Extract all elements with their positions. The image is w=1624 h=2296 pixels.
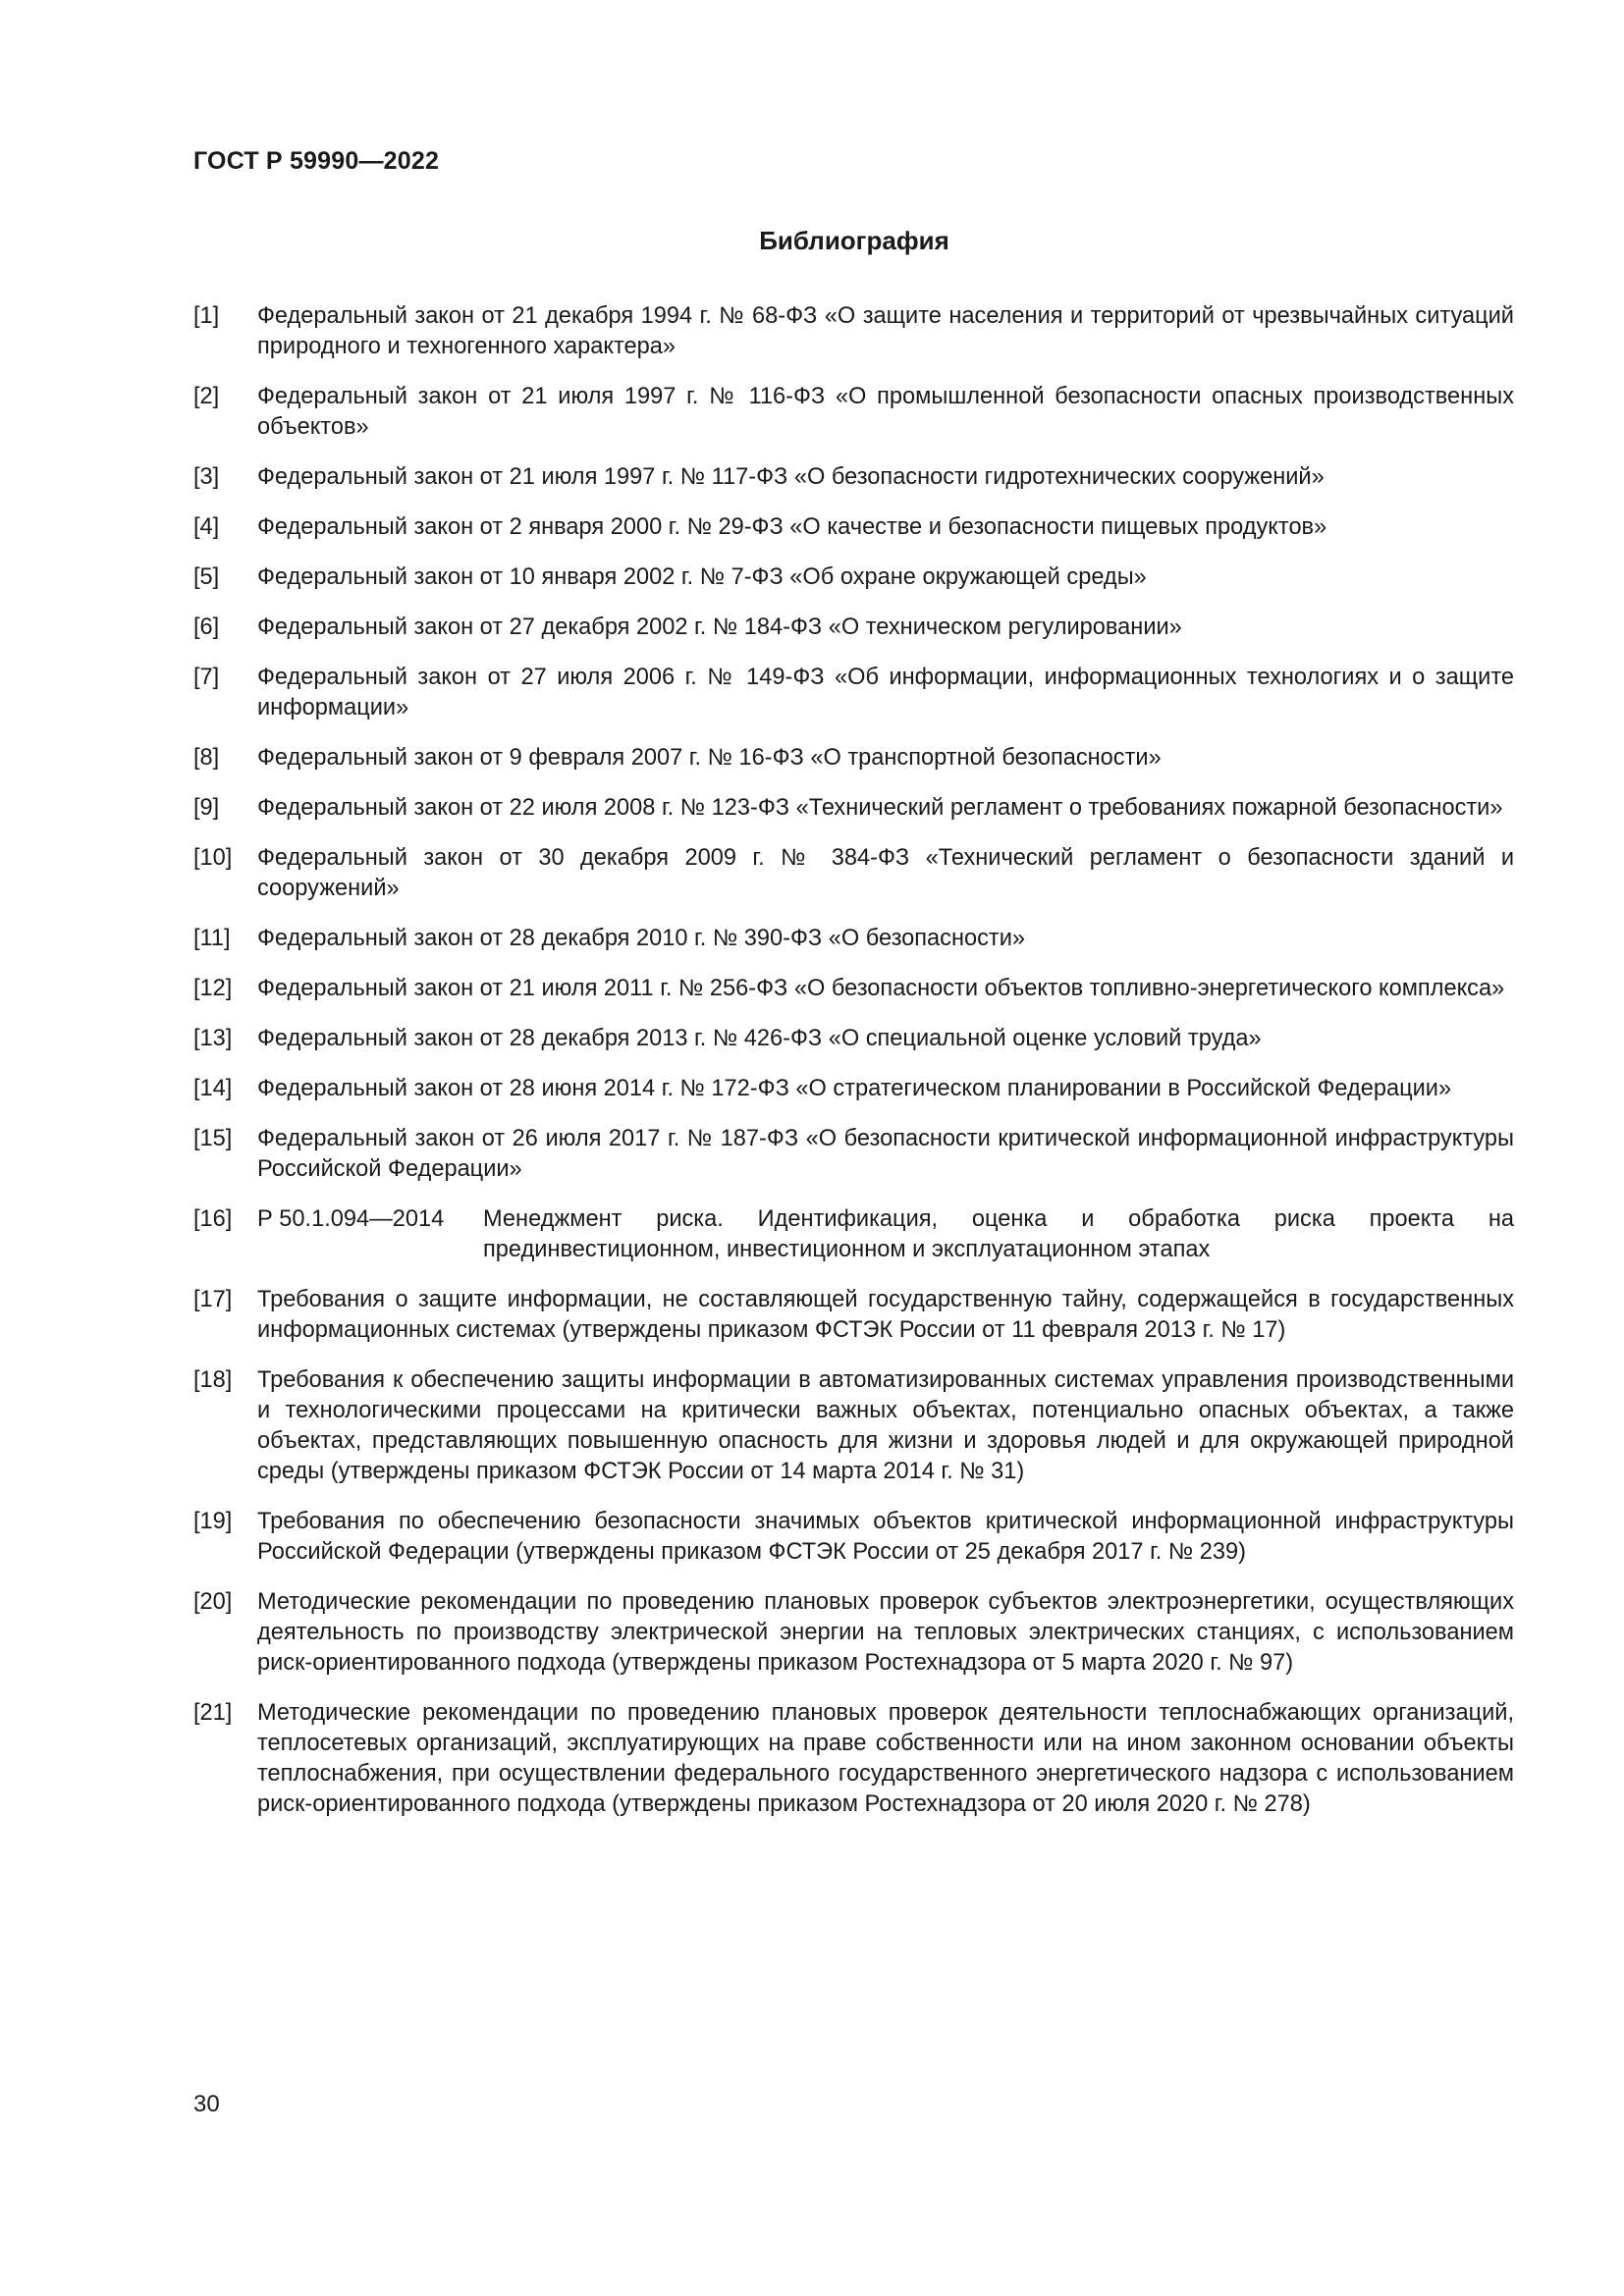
bibliography-entry: [193, 793, 1514, 824]
entry-number: [6]: [193, 614, 220, 640]
bibliography-entry: [193, 1365, 1514, 1487]
entry-text: Требования по обеспечению безопасности значимых объектов критической информационной инфраструктуры Российской Федерации (утверждены приказом ФСТЭК России от 25 декабря 2017 г. № 239): [257, 1509, 1514, 1565]
bibliography-list: [193, 301, 1514, 1840]
bibliography-entry: [193, 1204, 1514, 1265]
bibliography-entry: [193, 1024, 1514, 1054]
entry-number: [1]: [193, 303, 220, 329]
bibliography-entry: [193, 924, 1514, 954]
entry-text: Федеральный закон от 26 июля 2017 г. № 187-ФЗ «О безопасности критической информационной инфраструктуры Российской Федерации»: [257, 1126, 1514, 1182]
entry-text: Федеральный закон от 22 июля 2008 г. № 123-ФЗ «Технический регламент о требованиях пожарной безопасности»: [257, 795, 1503, 821]
entry-text: Федеральный закон от 9 февраля 2007 г. № 16-ФЗ «О транспортной безопасности»: [257, 745, 1162, 771]
entry-number: [7]: [193, 665, 220, 690]
entry-number: [17]: [193, 1287, 233, 1312]
entry-number: [11]: [193, 926, 231, 951]
entry-text: Федеральный закон от 21 июля 1997 г. № 116-ФЗ «О промышленной безопасности опасных производственных объектов»: [257, 384, 1514, 440]
entry-number: [21]: [193, 1700, 233, 1726]
document-code-header: ГОСТ Р 59990—2022: [193, 147, 440, 175]
entry-number: [18]: [193, 1367, 233, 1393]
entry-number: [5]: [193, 564, 220, 590]
entry-number: [13]: [193, 1026, 233, 1051]
bibliography-entry: [193, 843, 1514, 904]
bibliography-title: Библиография: [759, 226, 949, 255]
bibliography-entry: [193, 1124, 1514, 1185]
bibliography-entry: [193, 301, 1514, 362]
bibliography-entry: [193, 1587, 1514, 1679]
entry-text: Федеральный закон от 21 июля 2011 г. № 256-ФЗ «О безопасности объектов топливно-энергетического комплекса»: [257, 976, 1505, 1001]
entry-number: [2]: [193, 384, 220, 409]
bibliography-entry: [193, 512, 1514, 543]
entry-number: [15]: [193, 1126, 233, 1151]
bibliography-entry: [193, 382, 1514, 443]
entry-number: [3]: [193, 464, 220, 490]
entry-text: Менеджмент риска. Идентификация, оценка и обработка риска проекта на прединвестиционном, инвестиционном и эксплуатационном этапах: [483, 1206, 1514, 1262]
bibliography-entry: [193, 743, 1514, 774]
bibliography-entry: [193, 613, 1514, 643]
entry-text: Федеральный закон от 28 июня 2014 г. № 172-ФЗ «О стратегическом планировании в Российской Федерации»: [257, 1076, 1452, 1101]
entry-text: Федеральный закон от 27 июля 2006 г. № 149-ФЗ «Об информации, информационных технологиях и о защите информации»: [257, 665, 1514, 721]
entry-text: Федеральный закон от 30 декабря 2009 г. № 384-ФЗ «Технический регламент о безопасности зданий и сооружений»: [257, 845, 1514, 901]
entry-number: [9]: [193, 795, 220, 821]
entry-number: [8]: [193, 745, 220, 771]
entry-text: Федеральный закон от 28 декабря 2013 г. № 426-ФЗ «О специальной оценке условий труда»: [257, 1026, 1262, 1051]
bibliography-entry: [193, 1285, 1514, 1346]
entry-text: Федеральный закон от 10 января 2002 г. № 7-ФЗ «Об охране окружающей среды»: [257, 564, 1147, 590]
entry-number: [20]: [193, 1589, 233, 1615]
entry-text: Федеральный закон от 2 января 2000 г. № 29-ФЗ «О качестве и безопасности пищевых продуктов»: [257, 514, 1327, 540]
bibliography-entry: [193, 1074, 1514, 1104]
entry-number: [19]: [193, 1509, 233, 1534]
bibliography-entry: [193, 562, 1514, 593]
entry-text: Федеральный закон от 27 декабря 2002 г. № 184-ФЗ «О техническом регулировании»: [257, 614, 1182, 640]
page-number: 30: [193, 2091, 220, 2117]
standard-reference: [257, 1204, 1514, 1265]
entry-text: Методические рекомендации по проведению плановых проверок деятельности теплоснабжающих организаций, теплосетевых организаций, эксплуатирующих на праве собственности или на ином законном основании объекты теплоснабжения, при осуществлении федерального государственного энергетического надзора с использованием риск-ориентированного подхода (утверждены приказом Ростехнадзора от 20 июля 2020 г. № 278): [257, 1700, 1514, 1817]
entry-number: [14]: [193, 1076, 233, 1101]
entry-number: [12]: [193, 976, 233, 1001]
bibliography-entry: [193, 663, 1514, 723]
entry-text: Федеральный закон от 28 декабря 2010 г. № 390-ФЗ «О безопасности»: [257, 926, 1026, 951]
bibliography-entry: [193, 1507, 1514, 1568]
entry-text: Требования к обеспечению защиты информации в автоматизированных системах управления производственными и технологическими процессами на критически важных объектах, потенциально опасных объектах, а также объектах, представляющих повышенную опасность для жизни и здоровья людей и для окружающей природной среды (утверждены приказом ФСТЭК России от 14 марта 2014 г. № 31): [257, 1367, 1514, 1484]
entry-text: Федеральный закон от 21 июля 1997 г. № 117-ФЗ «О безопасности гидротехнических сооружений»: [257, 464, 1325, 490]
standard-code: Р 50.1.094—2014: [257, 1206, 445, 1232]
entry-text: Требования о защите информации, не составляющей государственную тайну, содержащейся в государственных информационных системах (утверждены приказом ФСТЭК России от 11 февраля 2013 г. № 17): [257, 1287, 1514, 1343]
bibliography-entry: [193, 1698, 1514, 1820]
bibliography-entry: [193, 974, 1514, 1004]
bibliography-entry: [193, 462, 1514, 493]
entry-text: Методические рекомендации по проведению плановых проверок субъектов электроэнергетики, осуществляющих деятельность по производству электрической энергии на тепловых электрических станциях, с использованием риск-ориентированного подхода (утверждены приказом Ростехнадзора от 5 марта 2020 г. № 97): [257, 1589, 1514, 1676]
entry-number: [4]: [193, 514, 220, 540]
entry-text: Федеральный закон от 21 декабря 1994 г. № 68-ФЗ «О защите населения и территорий от чрезвычайных ситуаций природного и техногенного характера»: [257, 303, 1514, 359]
entry-number: [10]: [193, 845, 233, 871]
entry-number: [16]: [193, 1206, 233, 1232]
